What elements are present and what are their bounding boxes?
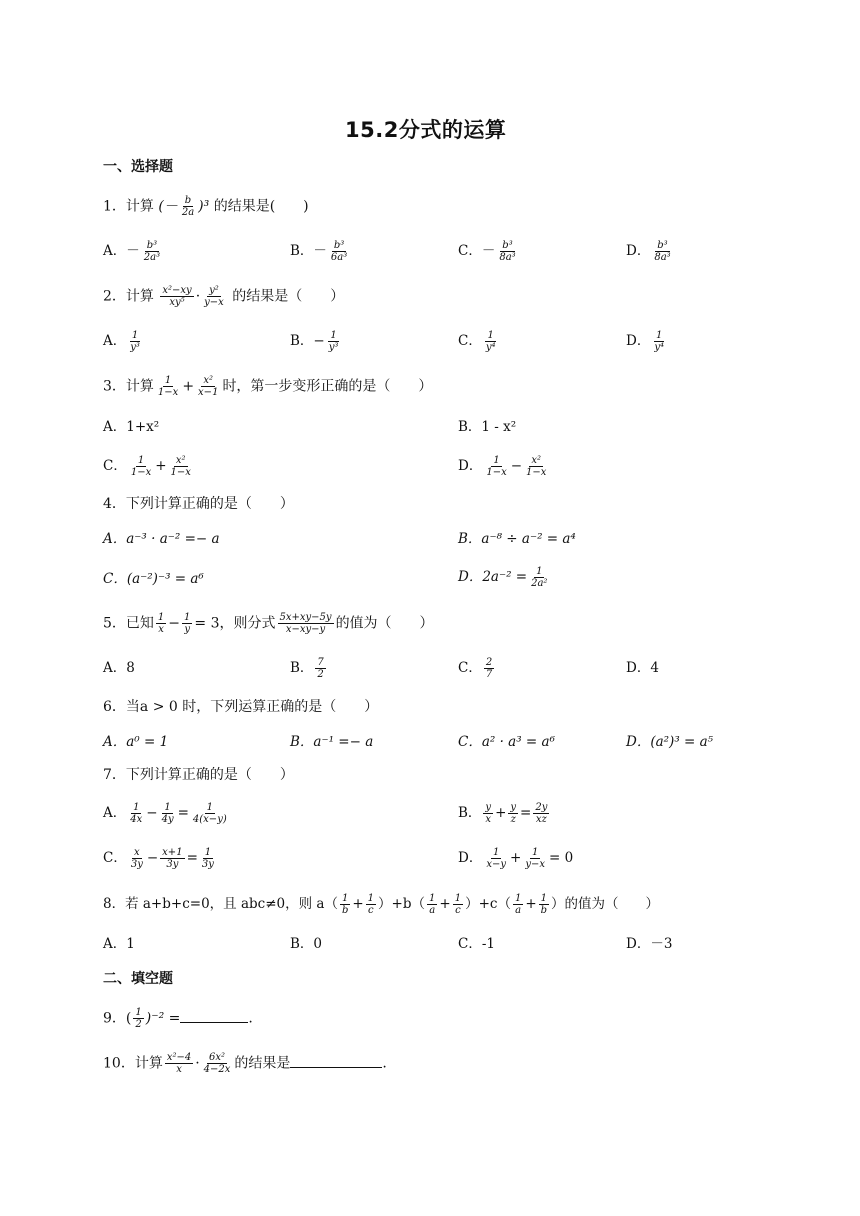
q2-option-b[interactable]: B．− $\frac{1}{\text{y³}}$ bbox=[290, 330, 339, 353]
q3-fraction-2: $\frac{\text{x²}}{x-1}$ bbox=[198, 375, 219, 398]
q3-option-a[interactable]: A．1+x² bbox=[103, 419, 160, 435]
q2-fraction-2: $\frac{\text{y²}}{y-x}$ bbox=[204, 285, 224, 308]
q3-option-b[interactable]: B．1 - x² bbox=[458, 419, 517, 435]
question-10: 10．计算 $\frac{\text{x²−4}}{x}$ · $\frac{\text{6x²}}{4-2x}$ 的结果是 . bbox=[103, 1052, 387, 1075]
question-8: 8．若 a+b+c=0，且 abc≠0，则 a（ $\frac{1}{b}$ + $\frac{1}{c}$ ）+b（ $\frac{1}{a}$ + $\frac{1}{c}$ ）+c（ $\frac{1}{a}$ + $\frac{1}{b}$ ）的值为（ ） bbox=[103, 893, 660, 916]
question-2: 2．计算 $\frac{\text{x²−xy}}{\text{xy⁵}}$ · $\frac{\text{y²}}{y-x}$ 的结果是（ ） bbox=[103, 285, 345, 308]
q2-option-c[interactable]: C． $\frac{1}{\text{y⁴}}$ bbox=[458, 330, 496, 353]
q3-option-d[interactable]: D． $\frac{1}{1-x}$ − $\frac{\text{x²}}{1-x}$ bbox=[458, 455, 547, 478]
q6-option-a[interactable]: A．a⁰ = 1 bbox=[103, 734, 169, 750]
q2-option-d[interactable]: D． $\frac{1}{\text{y⁴}}$ bbox=[626, 330, 664, 353]
q8-option-d[interactable]: D．－3 bbox=[626, 936, 673, 952]
q8-option-b[interactable]: B．0 bbox=[290, 936, 323, 952]
question-7: 7．下列计算正确的是（ ） bbox=[103, 767, 294, 783]
q2-option-a[interactable]: A． $\frac{1}{\text{y³}}$ bbox=[103, 330, 140, 353]
q1-expr-open: (－ bbox=[158, 198, 178, 215]
q7-option-b[interactable]: B． $\frac{y}{x}$ + $\frac{y}{z}$ = $\frac{2y}{xz}$ bbox=[458, 802, 548, 825]
q4-option-c[interactable]: C．(a⁻²)⁻³ = a⁶ bbox=[103, 571, 204, 587]
section-heading-choice: 一、选择题 bbox=[103, 159, 173, 175]
q3-fraction-1: $\frac{1}{1-x}$ bbox=[157, 375, 179, 398]
q4-option-a[interactable]: A．a⁻³ · a⁻² =− a bbox=[103, 531, 220, 547]
question-1 bbox=[103, 195, 309, 218]
q7-option-c[interactable]: C． $\frac{x}{3y}$ − $\frac{x+1}{3y}$ = $\frac{1}{3y}$ bbox=[103, 847, 214, 870]
q6-option-b[interactable]: B．a⁻¹ =− a bbox=[290, 734, 374, 750]
question-3: 3．计算 $\frac{1}{1-x}$ + $\frac{\text{x²}}{x-1}$ 时，第一步变形正确的是（ ） bbox=[103, 375, 433, 398]
q5-option-b[interactable]: B． $\frac{7}{2}$ bbox=[290, 657, 324, 680]
q5-option-a[interactable]: A．8 bbox=[103, 660, 135, 676]
section-heading-fill: 二、填空题 bbox=[103, 971, 173, 987]
q8-option-a[interactable]: A．1 bbox=[103, 936, 135, 952]
q7-option-a[interactable]: A． $\frac{1}{4x}$ − $\frac{1}{4y}$ = $\frac{1}{4(x-y)}$ bbox=[103, 802, 227, 825]
question-4: 4．下列计算正确的是（ ） bbox=[103, 496, 294, 512]
q5-option-c[interactable]: C． $\frac{2}{7}$ bbox=[458, 657, 493, 680]
q6-option-d[interactable]: D．(a²)³ = a⁵ bbox=[626, 734, 714, 750]
q4-option-b[interactable]: B．a⁻⁸ ÷ a⁻² = a⁴ bbox=[458, 531, 576, 547]
q6-option-c[interactable]: C．a² · a³ = a⁶ bbox=[458, 734, 555, 750]
q1-option-d[interactable]: D． $\frac{\text{b³}}{\text{8a³}}$ bbox=[626, 240, 671, 263]
q1-option-a[interactable]: A．－ $\frac{\text{b³}}{\text{2a³}}$ bbox=[103, 240, 161, 263]
question-6: 6．当a > 0 时，下列运算正确的是（ ） bbox=[103, 699, 379, 715]
answer-blank-10[interactable] bbox=[290, 1055, 382, 1068]
q1-option-b[interactable]: B．－ $\frac{\text{b³}}{\text{6a³}}$ bbox=[290, 240, 348, 263]
question-1-tail: 的结果是( ) bbox=[213, 198, 309, 215]
page-title: 15.2分式的运算 bbox=[345, 118, 507, 142]
question-9: 9．( $\frac{1}{2}$ )⁻² = . bbox=[103, 1007, 253, 1030]
q3-option-c[interactable]: C． $\frac{1}{1-x}$ + $\frac{\text{x²}}{1-x}$ bbox=[103, 455, 191, 478]
question-5: 5．已知 $\frac{1}{x}$ − $\frac{1}{y}$ = 3，则分式 $\frac{5x+xy-5y}{x-xy-y}$ 的值为（ ） bbox=[103, 612, 434, 635]
q5-option-d[interactable]: D．4 bbox=[626, 660, 659, 676]
answer-blank-9[interactable] bbox=[180, 1010, 248, 1023]
question-1-lead: 1．计算 bbox=[103, 198, 154, 215]
q1-expr-close: )³ bbox=[198, 198, 210, 215]
q4-option-d[interactable]: D．2a⁻² = $\frac{1}{\text{2a²}}$ bbox=[458, 566, 548, 589]
q1-fraction: $\frac{b}{2a}$ bbox=[181, 195, 195, 218]
q1-option-c[interactable]: C．－ $\frac{\text{b³}}{\text{8a³}}$ bbox=[458, 240, 516, 263]
q2-fraction-1: $\frac{\text{x²−xy}}{\text{xy⁵}}$ bbox=[162, 285, 192, 308]
q7-option-d[interactable]: D． $\frac{1}{x-y}$ + $\frac{1}{y-x}$ = 0 bbox=[458, 847, 574, 870]
q8-option-c[interactable]: C．-1 bbox=[458, 936, 495, 952]
